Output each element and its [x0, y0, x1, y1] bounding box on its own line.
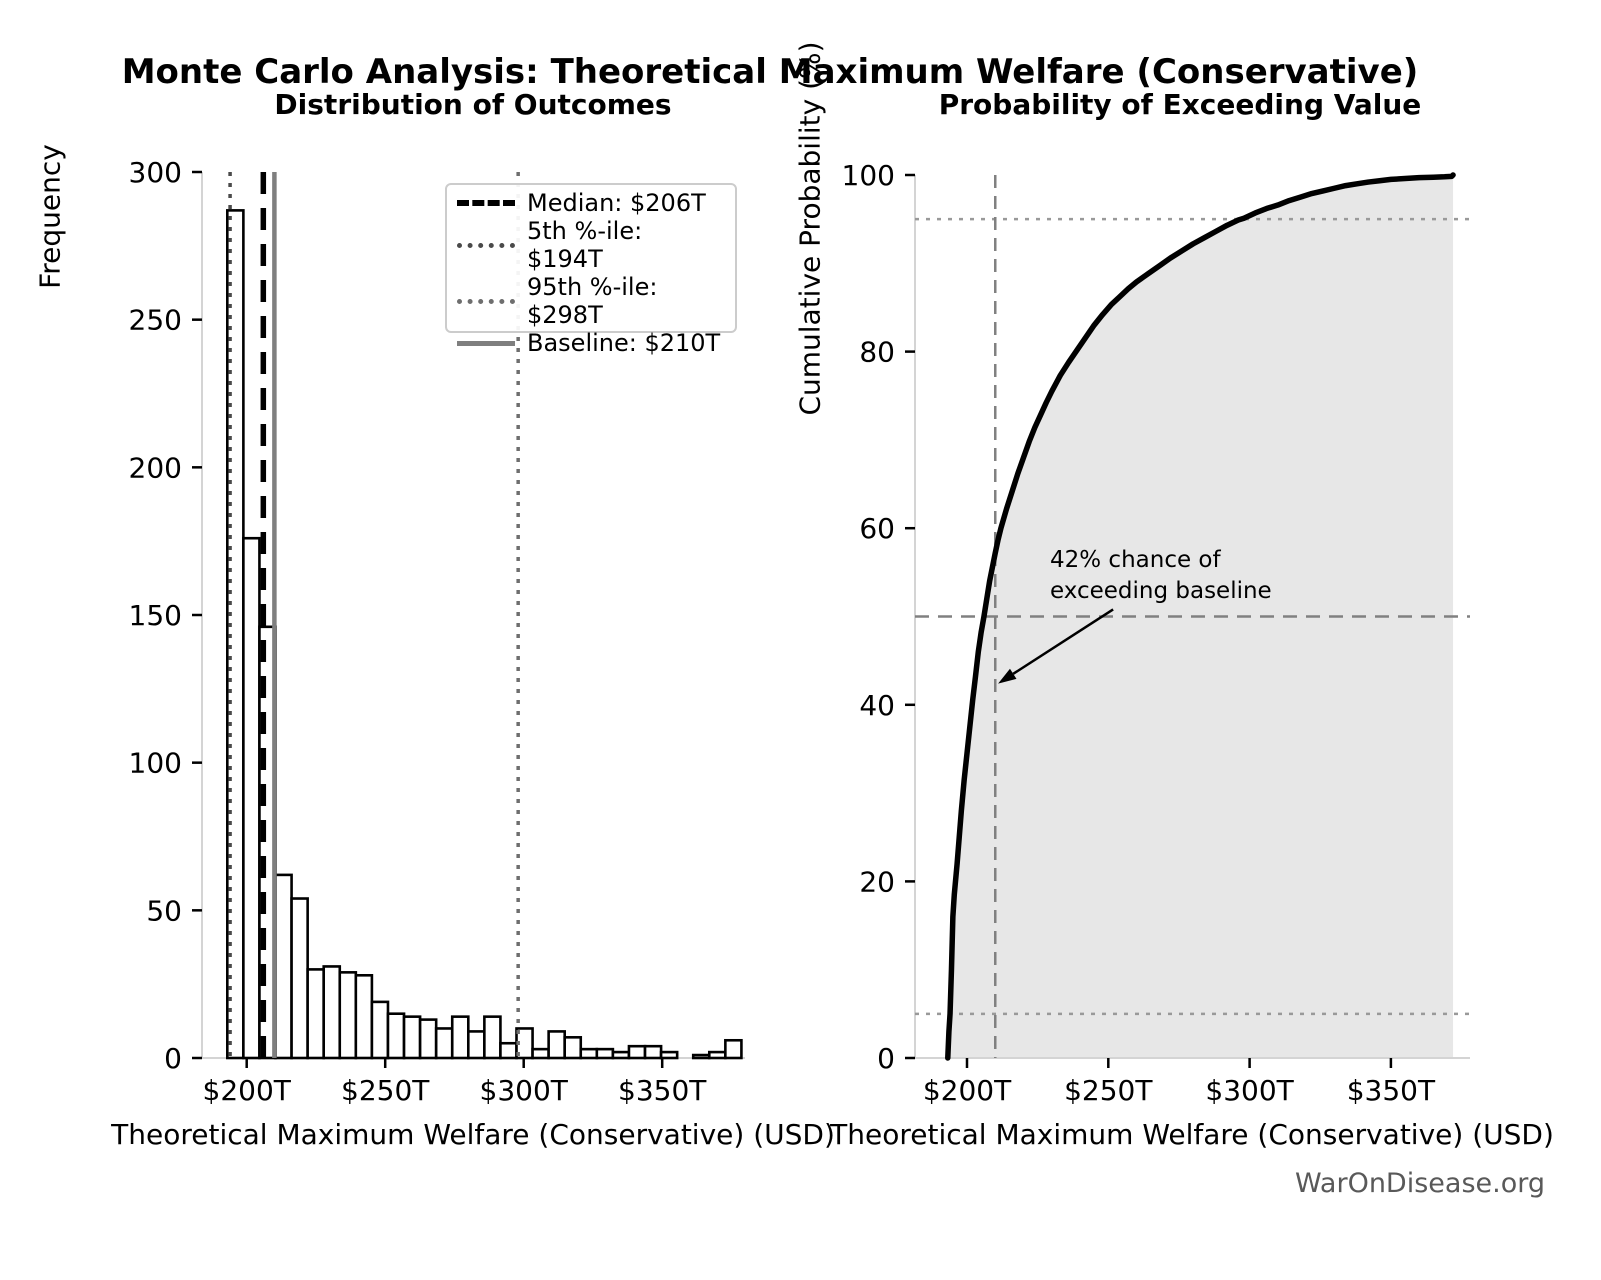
watermark: WarOnDisease.org: [1294, 1168, 1545, 1199]
histogram-bar: [725, 1040, 741, 1058]
histogram-bar: [709, 1052, 725, 1058]
legend-label: 95th %-ile: $298T: [527, 273, 658, 329]
baseline-line-icon: [457, 341, 515, 346]
legend: [445, 183, 737, 357]
right-x-axis-label: Theoretical Maximum Welfare (Conservative) (USD): [830, 1118, 1554, 1151]
y-tick-label: 200: [128, 451, 182, 485]
histogram-bar: [436, 1028, 452, 1058]
left-x-axis-label: Theoretical Maximum Welfare (Conservative) (USD): [111, 1118, 835, 1151]
legend-item-95th-percentile: [457, 273, 725, 329]
y-tick-label: 0: [877, 1042, 895, 1075]
y-tick-label: 250: [128, 303, 182, 337]
y-tick-label: 100: [841, 159, 895, 192]
histogram-bar: [500, 1043, 516, 1058]
legend-label: Baseline: $210T: [527, 329, 721, 357]
figure-title: Monte Carlo Analysis: Theoretical Maximum Welfare (Conservative): [121, 52, 1419, 92]
histogram-bar: [404, 1017, 420, 1058]
x-tick-label: $200T: [202, 1074, 291, 1107]
y-tick-label: 80: [859, 335, 895, 369]
histogram-bar: [372, 1002, 388, 1058]
y-tick-label: 100: [128, 746, 182, 780]
left-y-axis-label: Frequency: [33, 144, 67, 289]
x-tick-label: $300T: [1205, 1074, 1294, 1107]
y-tick-label: 20: [859, 865, 895, 899]
legend-item-baseline: [457, 329, 725, 357]
histogram-bar: [533, 1049, 549, 1058]
histogram-bar: [629, 1046, 645, 1058]
histogram-bar: [388, 1014, 404, 1058]
x-tick-label: $200T: [922, 1074, 1012, 1107]
histogram-bar: [645, 1046, 661, 1058]
percentile5-line-icon: [457, 243, 515, 248]
annotation-line-1: 42% chance of: [1050, 547, 1221, 573]
x-tick-label: $350T: [1346, 1074, 1436, 1107]
histogram-bar: [324, 966, 340, 1058]
x-tick-label: $250T: [1064, 1074, 1153, 1107]
histogram-bar: [356, 975, 372, 1058]
histogram-bar: [340, 972, 356, 1058]
y-tick-label: 300: [128, 156, 182, 189]
histogram-bar: [292, 899, 308, 1058]
left-plot-title: Distribution of Outcomes: [274, 88, 672, 121]
y-tick-label: 60: [859, 512, 895, 546]
histogram-bar: [565, 1037, 581, 1058]
histogram-bar: [597, 1049, 613, 1058]
histogram-bar: [613, 1052, 629, 1058]
legend-label: 5th %-ile: $194T: [527, 217, 643, 273]
histogram-bar: [661, 1052, 677, 1058]
y-tick-label: 150: [128, 599, 182, 632]
median-line-icon: [457, 200, 515, 206]
x-tick-label: $300T: [479, 1074, 568, 1107]
y-tick-label: 0: [164, 1042, 182, 1075]
right-plot: [842, 159, 1470, 1107]
cdf-annotation: [1050, 545, 1272, 607]
histogram-bar: [452, 1017, 468, 1058]
histogram-bar: [243, 538, 259, 1058]
right-plot-title: Probability of Exceeding Value: [938, 88, 1422, 121]
percentile95-line-icon: [457, 299, 515, 304]
legend-label: Median: $206T: [527, 189, 706, 217]
histogram-bar: [276, 875, 292, 1058]
histogram-bar: [468, 1031, 484, 1058]
histogram-bar: [484, 1017, 500, 1058]
histogram-bar: [549, 1031, 565, 1058]
right-y-axis-label: Cumulative Probability (%): [793, 41, 827, 416]
histogram-bar: [420, 1020, 436, 1058]
histogram-bar: [308, 969, 324, 1058]
x-tick-label: $250T: [341, 1074, 430, 1107]
y-tick-label: 50: [146, 894, 182, 928]
legend-item-median: [457, 189, 725, 217]
histogram-bar: [581, 1049, 597, 1058]
x-tick-label: $350T: [618, 1074, 707, 1107]
histogram-bar: [693, 1055, 709, 1058]
annotation-line-2: exceeding baseline: [1050, 578, 1272, 605]
y-tick-label: 40: [859, 688, 895, 722]
legend-item-5th-percentile: [457, 217, 725, 273]
